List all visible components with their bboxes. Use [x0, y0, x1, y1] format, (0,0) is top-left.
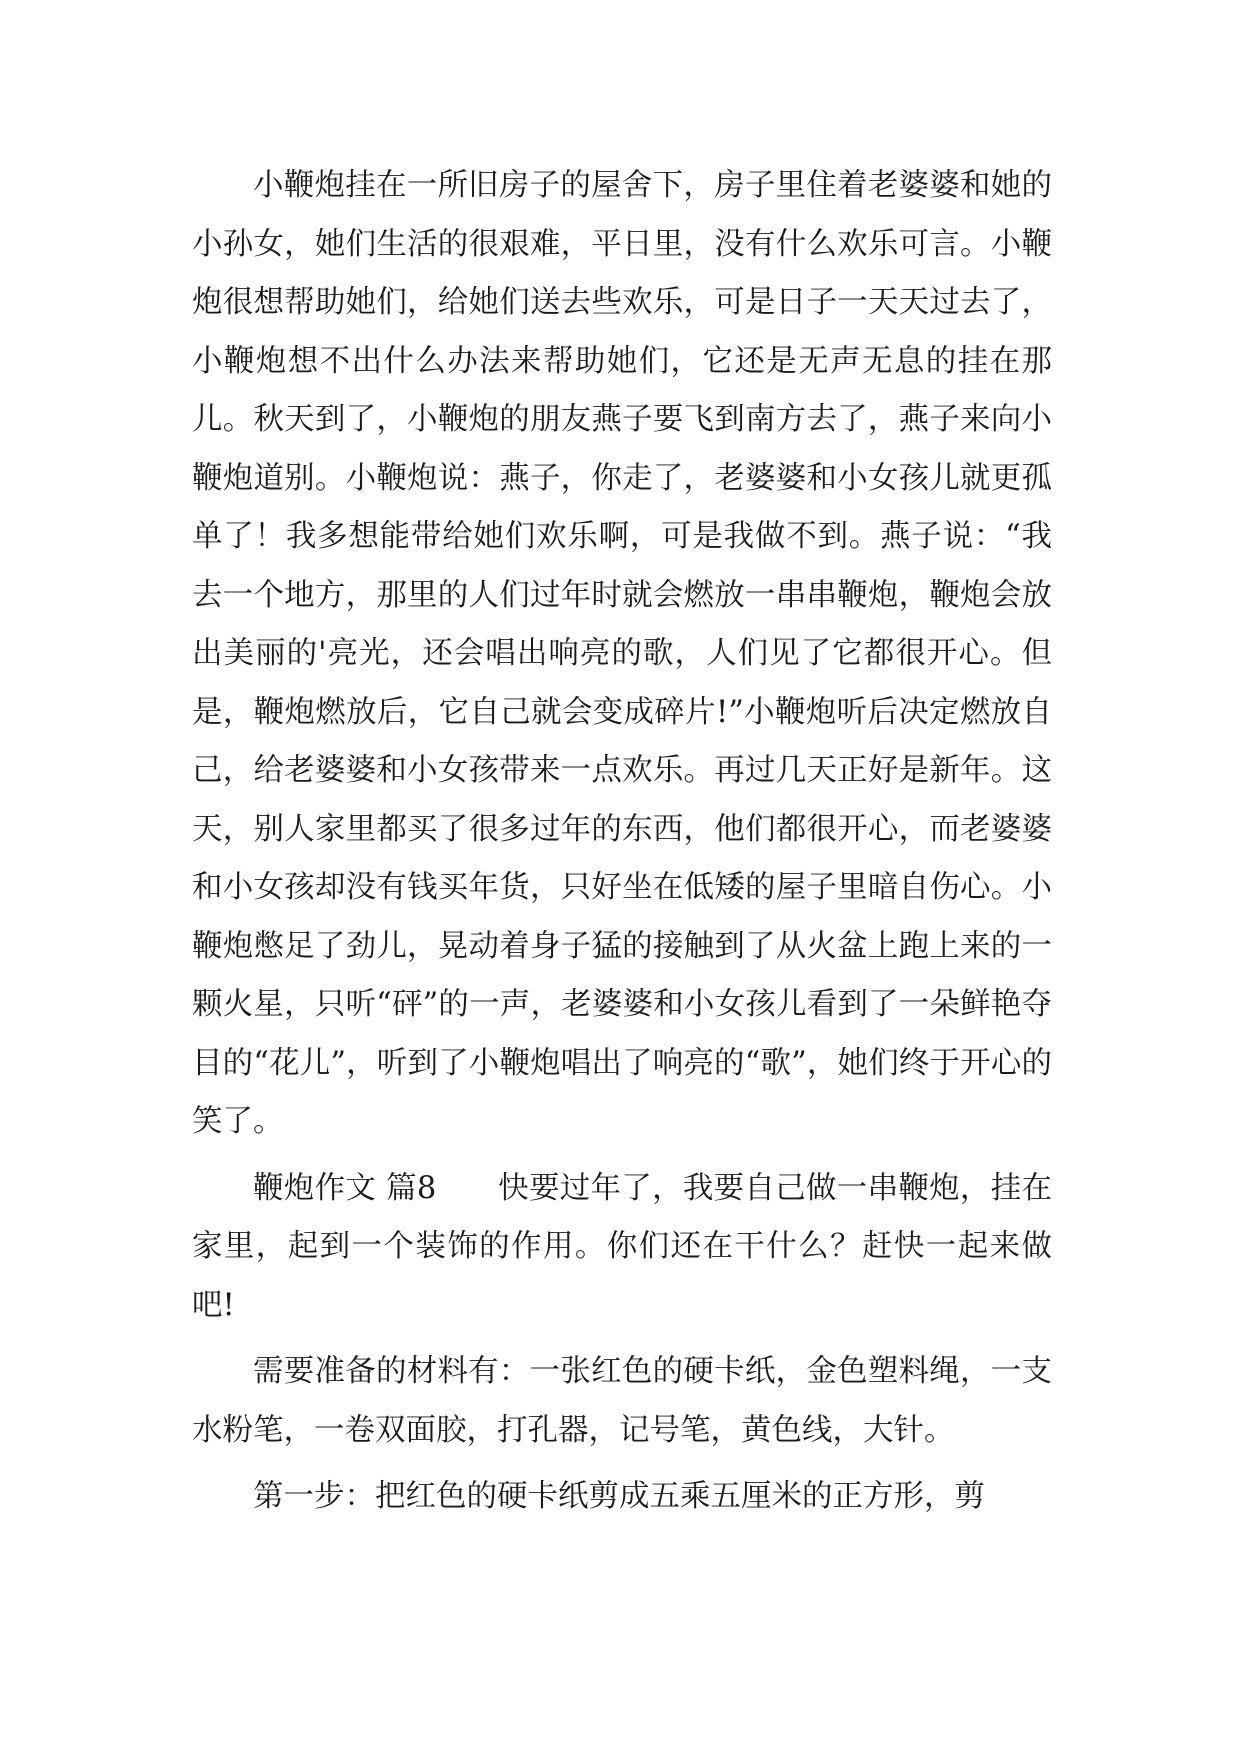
- paragraph-essay-8-intro: 鞭炮作文 篇8 快要过年了，我要自己做一串鞭炮，挂在家里，起到一个装饰的作用。你们还在干什么？赶快一起来做吧!: [192, 1170, 1052, 1323]
- paragraph-materials: 需要准备的材料有：一张红色的硬卡纸，金色塑料绳，一支水粉笔，一卷双面胶，打孔器，记号笔，黄色线，大针。: [192, 1354, 1052, 1448]
- document-body: [192, 157, 1052, 1527]
- paragraph-step-one: 第一步：把红色的硬卡纸剪成五乘五厘米的正方形，剪: [253, 1479, 985, 1514]
- paragraph-story: 小鞭炮挂在一所旧房子的屋舍下，房子里住着老婆婆和她的小孙女，她们生活的很艰难，平日里，没有什么欢乐可言。小鞭炮很想帮助她们，给她们送去些欢乐，可是日子一天天过去了，小鞭炮想不出什么办法来帮助她们，它还是无声无息的挂在那儿。秋天到了，小鞭炮的朋友燕子要飞到南方去了，燕子来向小鞭炮道别。小鞭炮说：燕子，你走了，老婆婆和小女孩儿就更孤单了！我多想能带给她们欢乐啊，可是我做不到。燕子说：“我去一个地方，那里的人们过年时就会燃放一串串鞭炮，鞭炮会放出美丽的'亮光，还会唱出响亮的歌，人们见了它都很开心。但是，鞭炮燃放后，它自己就会变成碎片!”小鞭炮听后决定燃放自己，给老婆婆和小女孩带来一点欢乐。再过几天正好是新年。这天，别人家里都买了很多过年的东西，他们都很开心，而老婆婆和小女孩却没有钱买年货，只好坐在低矮的屋子里暗自伤心。小鞭炮憋足了劲儿，晃动着身子猛的接触到了从火盆上跑上来的一颗火星，只听“砰”的一声，老婆婆和小女孩儿看到了一朵鲜艳夺目的“花儿”，听到了小鞭炮唱出了响亮的“歌”，她们终于开心的笑了。: [192, 168, 1052, 1139]
